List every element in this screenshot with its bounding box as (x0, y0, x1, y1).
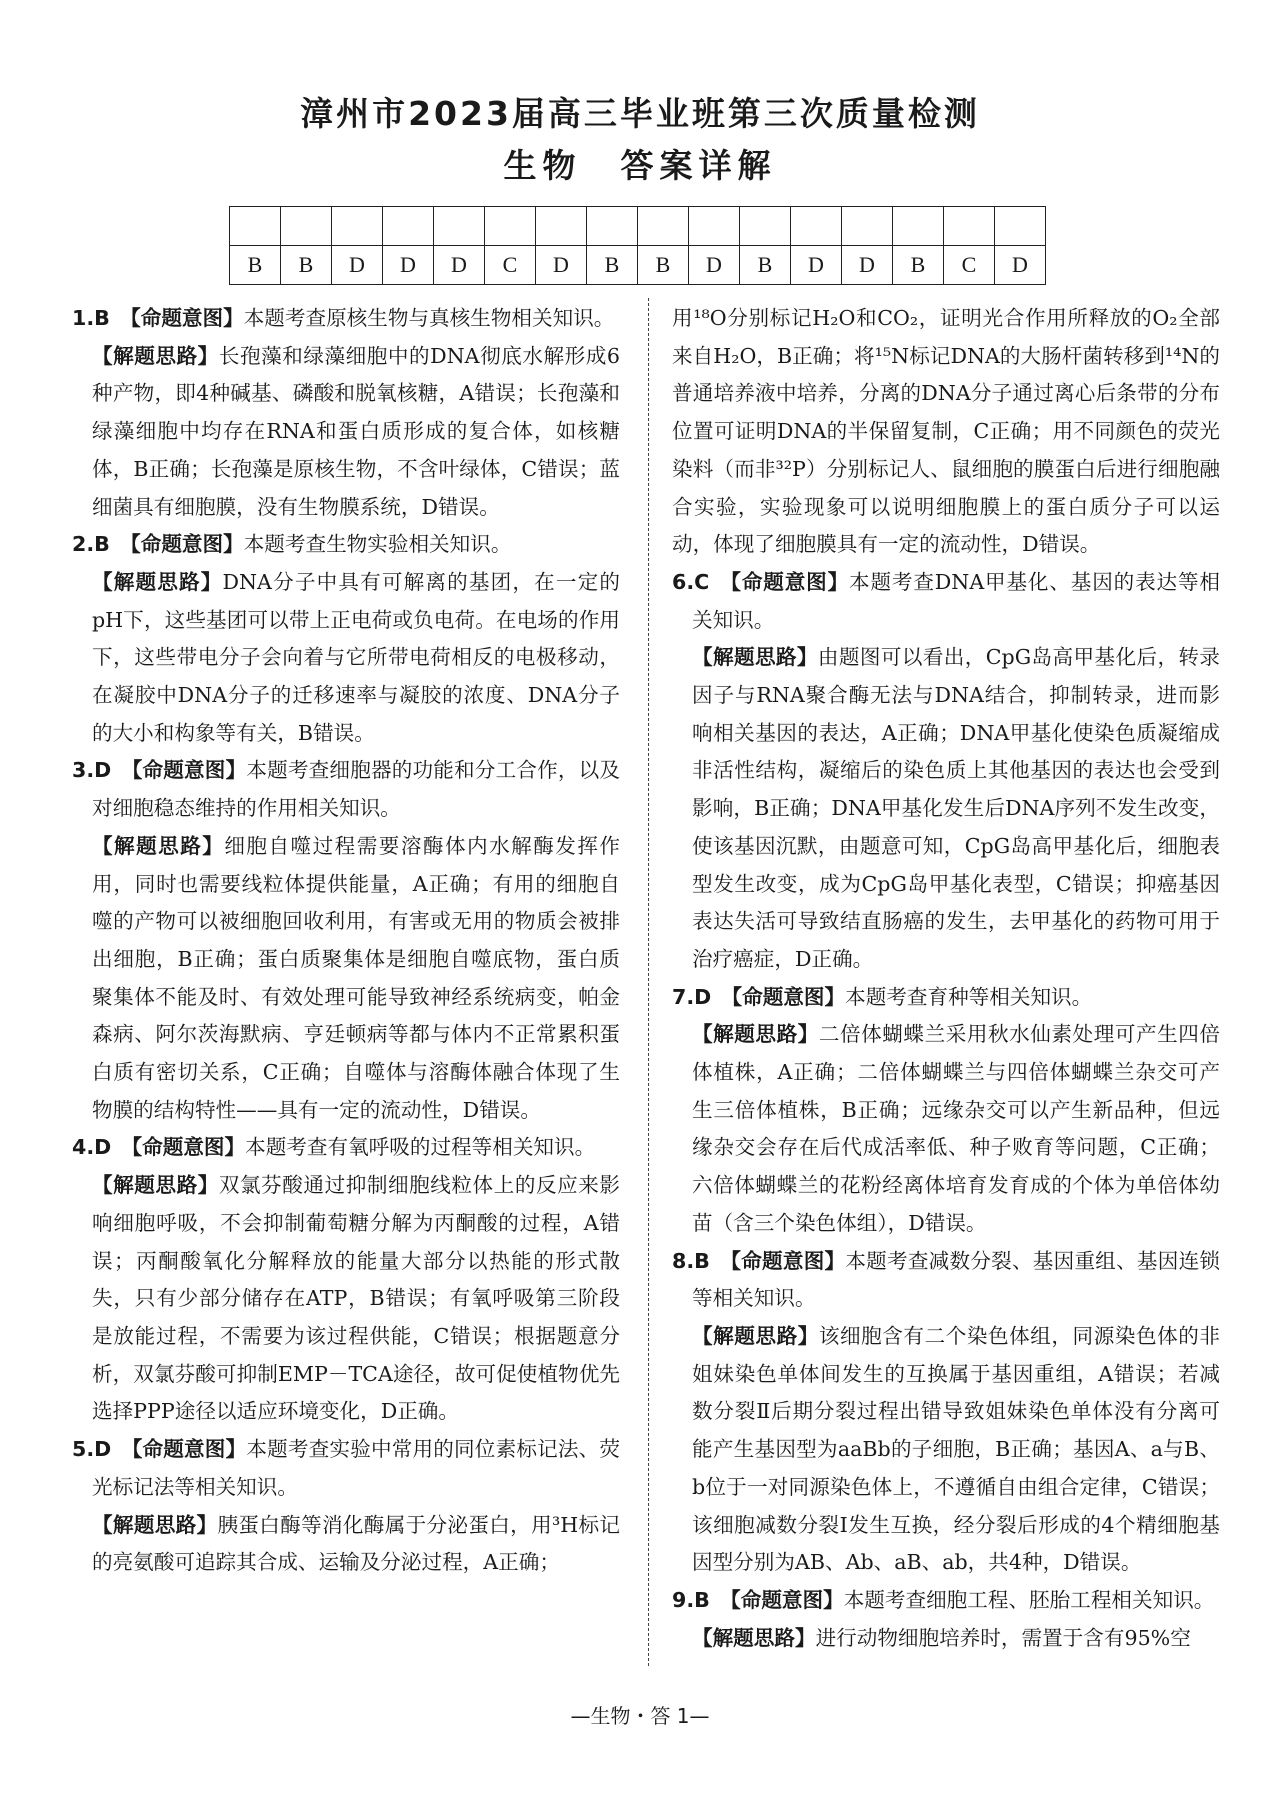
paragraph-text: 胰蛋白酶等消化酶属于分泌蛋白，用³H标记的亮氨酸可追踪其合成、运输及分泌过程，A正确； (92, 1512, 621, 1575)
answer-table-answer-row (230, 246, 1046, 285)
answer-cell: D (434, 246, 485, 285)
question-number: 6.C (672, 569, 710, 594)
answer-cell: D (995, 246, 1046, 285)
question-heading (672, 1243, 1220, 1318)
question-number: 8.B (672, 1248, 710, 1273)
answer-header-cell (791, 207, 842, 246)
answer-cell: D (791, 246, 842, 285)
left-column (72, 300, 620, 1582)
question-heading (672, 564, 1220, 639)
question-heading (72, 526, 620, 564)
paragraph-text: 本题考查DNA甲基化、基因的表达等相关知识。 (692, 569, 1221, 632)
section-tag: 【解题思路】 (692, 645, 818, 670)
answer-cell: B (281, 246, 332, 285)
answer-cell: D (383, 246, 434, 285)
paragraph-text: 本题考查育种等相关知识。 (845, 984, 1093, 1009)
paragraph-text: 由题图可以看出，CpG岛高甲基化后，转录因子与RNA聚合酶无法与DNA结合，抑制转录，进而影响相关基因的表达，A正确；DNA甲基化使染色质凝缩成非活性结构，凝缩后的染色质上其他基因的表达也会受到影响，B正确；DNA甲基化发生后DNA序列不发生改变，使该基因沉默，由题意可知，CpG岛高甲基化后，细胞表型发生改变，成为CpG岛甲基化表型，C错误；抑癌基因表达失活可导致结直肠癌的发生，去甲基化的药物可用于治疗癌症，D正确。 (692, 645, 1221, 971)
section-tag: 【命题意图】 (120, 532, 244, 557)
paragraph-text: 本题考查细胞器的功能和分工合作，以及对细胞稳态维持的作用相关知识。 (92, 758, 621, 821)
solution-paragraph (72, 828, 620, 1130)
paragraph-text: 用¹⁸O分别标记H₂O和CO₂，证明光合作用所释放的O₂全部来自H₂O，B正确；将¹⁵N标记DNA的大肠杆菌转移到¹⁴N的普通培养液中培养，分离的DNA分子通过离心后条带的分布位置可证明DNA的半保留复制，C正确；用不同颜色的荧光染料（而非³²P）分别标记人、鼠细胞的膜蛋白后进行细胞融合实验，实验现象可以说明细胞膜上的蛋白质分子可以运动，体现了细胞膜具有一定的流动性，D错误。 (672, 306, 1220, 557)
answer-cell: B (893, 246, 944, 285)
answer-cell: C (944, 246, 995, 285)
answer-header-cell (638, 207, 689, 246)
solution-paragraph (672, 1620, 1220, 1658)
answer-header-cell (587, 207, 638, 246)
question-heading (72, 752, 620, 827)
question-number: 1.B (72, 306, 110, 330)
answer-header-cell (485, 207, 536, 246)
paragraph-text: 本题考查生物实验相关知识。 (243, 532, 512, 557)
question-heading (72, 300, 620, 338)
column-divider (648, 298, 649, 1666)
paragraph-text: 细胞自噬过程需要溶酶体内水解酶发挥作用，同时也需要线粒体提供能量，A正确；有用的细胞自噬的产物可以被细胞回收利用，有害或无用的物质会被排出细胞，B正确；蛋白质聚集体是细胞自噬底物，蛋白质聚集体不能及时、有效处理可能导致神经系统病变，帕金森病、阿尔茨海默病、亨廷顿病等都与体内不正常累积蛋白质有密切关系，C正确；自噬体与溶酶体融合体现了生物膜的结构特性——具有一定的流动性，D错误。 (92, 833, 621, 1122)
section-tag: 【命题意图】 (121, 758, 247, 783)
paragraph-text: 本题考查实验中常用的同位素标记法、荧光标记法等相关知识。 (92, 1437, 621, 1499)
answer-header-cell (893, 207, 944, 246)
question-number: 9.B (672, 1587, 710, 1612)
question-heading (72, 1431, 620, 1506)
paragraph-text: 双氯芬酸通过抑制细胞线粒体上的反应来影响细胞呼吸，不会抑制葡萄糖分解为丙酮酸的过程，A错误；丙酮酸氧化分解释放的能量大部分以热能的形式散失，只有少部分储存在ATP，B错误；有氧呼吸第三阶段是放能过程，不需要为该过程供能，C错误；根据题意分析，双氯芬酸可抑制EMP－TCA途径，故可促使植物优先选择PPP途径以适应环境变化，D正确。 (92, 1173, 621, 1424)
section-tag: 【解题思路】 (92, 833, 225, 858)
answer-cell: B (740, 246, 791, 285)
question-heading (72, 1129, 620, 1167)
paragraph-text: 进行动物细胞培养时，需置于含有95%空 (815, 1625, 1191, 1650)
solution-paragraph (672, 1318, 1220, 1582)
answer-cell: B (638, 246, 689, 285)
solution-paragraph (672, 300, 1220, 564)
answer-header-cell (995, 207, 1046, 246)
section-tag: 【解题思路】 (92, 1512, 218, 1537)
section-tag: 【解题思路】 (92, 569, 223, 594)
answer-table-header-row (230, 207, 1046, 246)
answer-header-cell (689, 207, 740, 246)
answer-header-cell (230, 207, 281, 246)
section-tag: 【命题意图】 (720, 1587, 844, 1612)
question-number: 7.D (672, 984, 712, 1009)
answer-cell: D (842, 246, 893, 285)
page-subtitle: 生物 答案详解 (503, 146, 777, 185)
paragraph-text: 二倍体蝴蝶兰采用秋水仙素处理可产生四倍体植株，A正确；二倍体蝴蝶兰与四倍体蝴蝶兰杂交可产生三倍体植株，B正确；远缘杂交可以产生新品种，但远缘杂交会存在后代成活率低、种子败育等问题，C正确；六倍体蝴蝶兰的花粉经离体培育发育成的个体为单倍体幼苗（含三个染色体组），D错误。 (692, 1022, 1221, 1235)
answer-cell: C (485, 246, 536, 285)
question-number: 4.D (72, 1135, 112, 1160)
paragraph-text: 本题考查原核生物与真核生物相关知识。 (243, 306, 615, 330)
section-tag: 【解题思路】 (692, 1625, 816, 1650)
question-heading (672, 979, 1220, 1017)
question-number: 5.D (72, 1437, 112, 1462)
section-tag: 【命题意图】 (720, 1248, 846, 1273)
solution-paragraph (72, 338, 620, 527)
answer-cell: D (332, 246, 383, 285)
answer-cell: D (689, 246, 740, 285)
answer-header-cell (383, 207, 434, 246)
answer-cell: B (587, 246, 638, 285)
section-tag: 【命题意图】 (120, 306, 244, 330)
right-column (672, 300, 1220, 1657)
question-number: 2.B (72, 532, 110, 557)
solution-paragraph (72, 564, 620, 753)
section-tag: 【命题意图】 (121, 1135, 246, 1160)
section-tag: 【命题意图】 (719, 569, 850, 594)
answer-cell: B (230, 246, 281, 285)
paragraph-text: 本题考查减数分裂、基因重组、基因连锁等相关知识。 (692, 1248, 1221, 1311)
solution-paragraph (672, 639, 1220, 978)
page-footer: —生物・答 1— (570, 1704, 710, 1728)
solution-paragraph (72, 1507, 620, 1582)
section-tag: 【命题意图】 (121, 1437, 247, 1462)
section-tag: 【解题思路】 (692, 1022, 819, 1047)
section-tag: 【命题意图】 (721, 984, 846, 1009)
paragraph-text: 长孢藻和绿藻细胞中的DNA彻底水解形成6种产物，即4种碱基、磷酸和脱氧核糖，A错误；长孢藻和绿藻细胞中均存在RNA和蛋白质形成的复合体，如核糖体，B正确；长孢藻是原核生物，不含叶绿体，C错误；蓝细菌具有细胞膜，没有生物膜系统，D错误。 (92, 343, 620, 519)
answer-header-cell (944, 207, 995, 246)
section-tag: 【解题思路】 (692, 1323, 819, 1348)
page-title: 漳州市2023届高三毕业班第三次质量检测 (300, 94, 980, 133)
paragraph-text: 本题考查细胞工程、胚胎工程相关知识。 (843, 1587, 1215, 1612)
paragraph-text: 该细胞含有二个染色体组，同源染色体的非姐妹染色单体间发生的互换属于基因重组，A错误；若减数分裂Ⅱ后期分裂过程出错导致姐妹染色单体没有分离可能产生基因型为aaBb的子细胞，B正确；基因A、a与B、b位于一对同源染色体上，不遵循自由组合定律，C错误；该细胞减数分裂Ⅰ发生互换，经分裂后形成的4个精细胞基因型分别为AB、Ab、aB、ab，共4种，D错误。 (692, 1323, 1221, 1575)
question-number: 3.D (72, 758, 112, 783)
answer-header-cell (281, 207, 332, 246)
paragraph-text: DNA分子中具有可解离的基团，在一定的pH下，这些基团可以带上正电荷或负电荷。在电场的作用下，这些带电分子会向着与它所带电荷相反的电极移动，在凝胶中DNA分子的迁移速率与凝胶的浓度、DNA分子的大小和构象等有关，B错误。 (92, 569, 621, 745)
paragraph-text: 本题考查有氧呼吸的过程等相关知识。 (245, 1135, 596, 1160)
answer-cell: D (536, 246, 587, 285)
answer-header-cell (536, 207, 587, 246)
answer-header-cell (740, 207, 791, 246)
solution-paragraph (72, 1167, 620, 1431)
answer-table (229, 206, 1046, 285)
answer-header-cell (332, 207, 383, 246)
answer-header-cell (842, 207, 893, 246)
question-heading (672, 1582, 1220, 1620)
solution-paragraph (672, 1016, 1220, 1242)
answer-header-cell (434, 207, 485, 246)
section-tag: 【解题思路】 (92, 1173, 219, 1198)
section-tag: 【解题思路】 (92, 343, 219, 368)
